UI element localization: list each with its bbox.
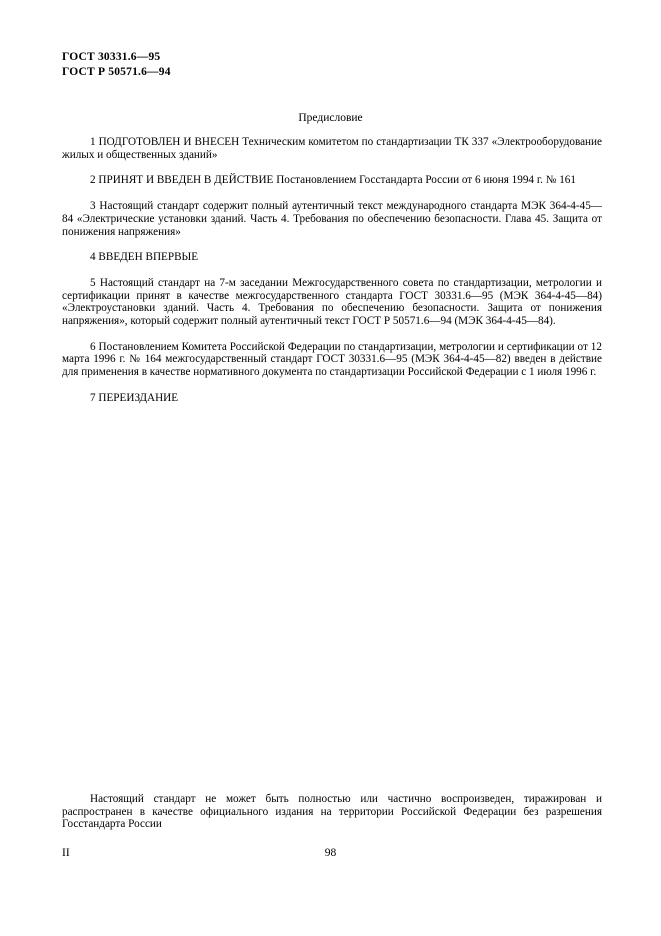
preface-body bbox=[62, 136, 602, 418]
preface-paragraph-3: 3 Настоящий стандарт содержит полный аутентичный текст международного стандарта МЭК 364-4-45—84 «Электрические установки зданий. Часть 4. Требования по обеспечению безопасности. Глава 45. Защита от понижения напряжения» bbox=[62, 200, 602, 238]
preface-paragraph-5: 5 Настоящий стандарт на 7-м заседании Межгосударственного совета по стандартизации, метрологии и сертификации принят в качестве межгосударственного стандарта ГОСТ 30331.6—95 (МЭК 364-4-45—84) «Электроустановки зданий. Часть 4. Требования по обеспечению безопасности. Защита от понижения напряжения», который содержит полный аутентичный текст ГОСТ Р 50571.6—94 (МЭК 364-4-45—84). bbox=[62, 276, 602, 328]
preface-paragraph-1: 1 ПОДГОТОВЛЕН И ВНЕСЕН Техническим комитетом по стандартизации ТК 337 «Электрооборудование жилых и общественных зданий» bbox=[62, 136, 602, 161]
roman-page-number: II bbox=[62, 847, 70, 859]
preface-paragraph-6: 6 Постановлением Комитета Российской Федерации по стандартизации, метрологии и сертификации от 12 марта 1996 г. № 164 межгосударственный стандарт ГОСТ 30331.6—95 (МЭК 364-4-45—82) введен в действие для применения в качестве нормативного документа по стандартизации Российской Федерации с 1 июля 1996 г. bbox=[62, 340, 602, 379]
page-title: Предисловие bbox=[298, 112, 363, 124]
preface-paragraph-4: 4 ВВЕДЕН ВПЕРВЫЕ bbox=[90, 251, 199, 264]
standard-designation-line2: ГОСТ Р 50571.6—94 bbox=[62, 66, 171, 78]
preface-paragraph-2: 2 ПРИНЯТ И ВВЕДЕН В ДЕЙСТВИЕ Постановлением Госстандарта России от 6 июня 1994 г. № 161 bbox=[90, 174, 576, 187]
standard-designation-header bbox=[62, 50, 171, 80]
standard-designation-line1: ГОСТ 30331.6—95 bbox=[62, 51, 161, 63]
preface-paragraph-7: 7 ПЕРЕИЗДАНИЕ bbox=[90, 391, 179, 404]
copyright-notice bbox=[62, 793, 602, 831]
arabic-page-number: 98 bbox=[324, 847, 337, 859]
copyright-notice-text: Настоящий стандарт не может быть полностью или частично воспроизведен, тиражирован и распространен в качестве официального издания на территории Российской Федерации без разрешения Госстандарта России bbox=[62, 793, 602, 831]
